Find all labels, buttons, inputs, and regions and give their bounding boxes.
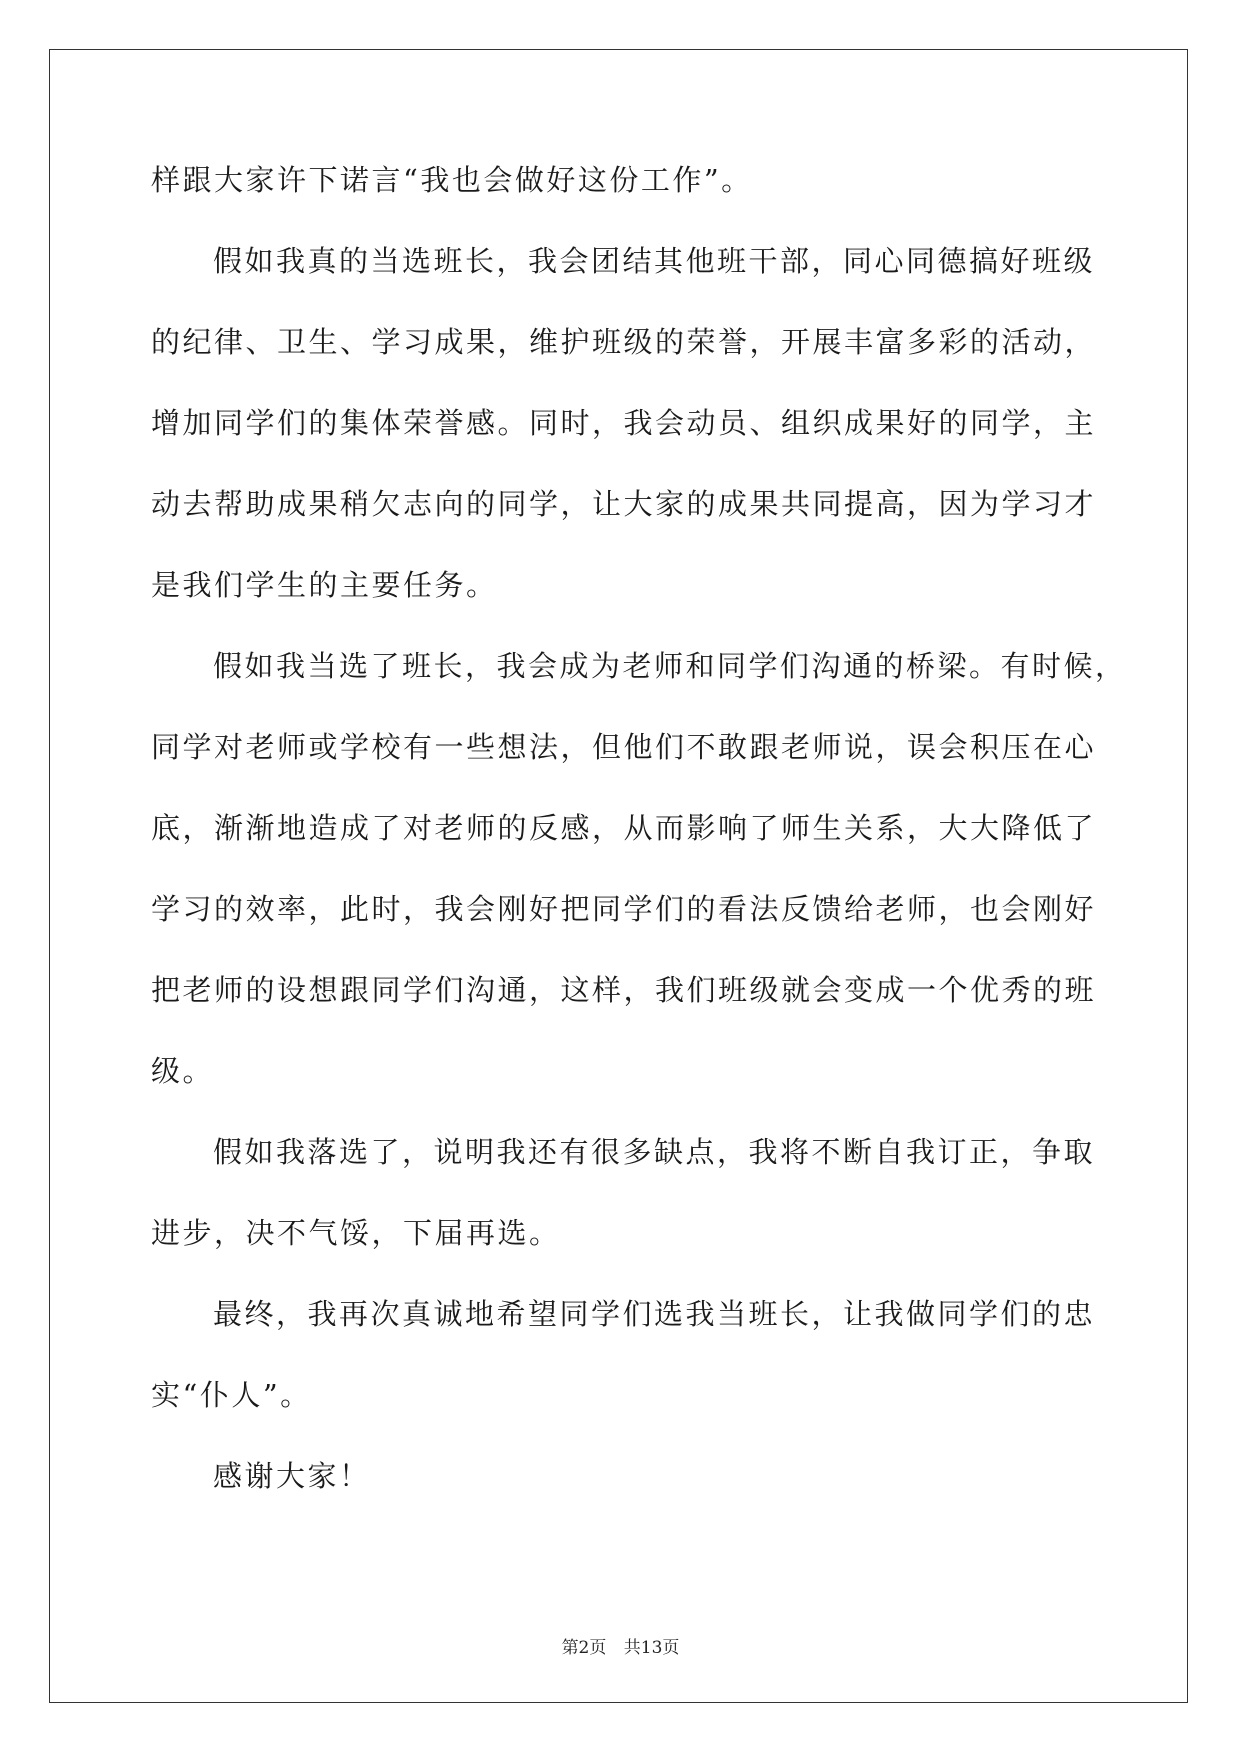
text-line: 假如我落选了，说明我还有很多缺点，我将不断自我订正，争取 [213, 1135, 1096, 1169]
text-line: 把老师的设想跟同学们沟通，这样，我们班级就会变成一个优秀的班 [151, 973, 1097, 1007]
text-line: 实“仆人”。 [151, 1378, 312, 1412]
text-line: 级。 [151, 1054, 215, 1088]
text-line: 学习的效率，此时，我会刚好把同学们的看法反馈给老师，也会刚好 [151, 892, 1097, 926]
page-number-total: 共13页 [623, 1638, 680, 1658]
text-line: 样跟大家许下诺言“我也会做好这份工作”。 [151, 163, 753, 197]
text-line: 假如我当选了班长，我会成为老师和同学们沟通的桥梁。有时候， [213, 649, 1127, 683]
text-line: 增加同学们的集体荣誉感。同时，我会动员、组织成果好的同学，主 [151, 406, 1097, 440]
text-line: 同学对老师或学校有一些想法，但他们不敢跟老师说，误会积压在心 [151, 730, 1097, 764]
page-number-current: 第2页 [561, 1638, 607, 1658]
text-line: 进步，决不气馁，下届再选。 [151, 1216, 561, 1250]
text-line: 是我们学生的主要任务。 [151, 568, 498, 602]
text-line: 假如我真的当选班长，我会团结其他班干部，同心同德搞好班级 [213, 244, 1096, 278]
document-body [151, 160, 1127, 1537]
text-line: 最终，我再次真诚地希望同学们选我当班长，让我做同学们的忠 [213, 1297, 1096, 1331]
text-line: 感谢大家！ [213, 1459, 371, 1493]
text-line: 底，渐渐地造成了对老师的反感，从而影响了师生关系，大大降低了 [151, 811, 1097, 845]
text-line: 动去帮助成果稍欠志向的同学，让大家的成果共同提高，因为学习才 [151, 487, 1097, 521]
text-line: 的纪律、卫生、学习成果，维护班级的荣誉，开展丰富多彩的活动， [151, 325, 1097, 359]
page-footer [0, 1633, 1241, 1658]
